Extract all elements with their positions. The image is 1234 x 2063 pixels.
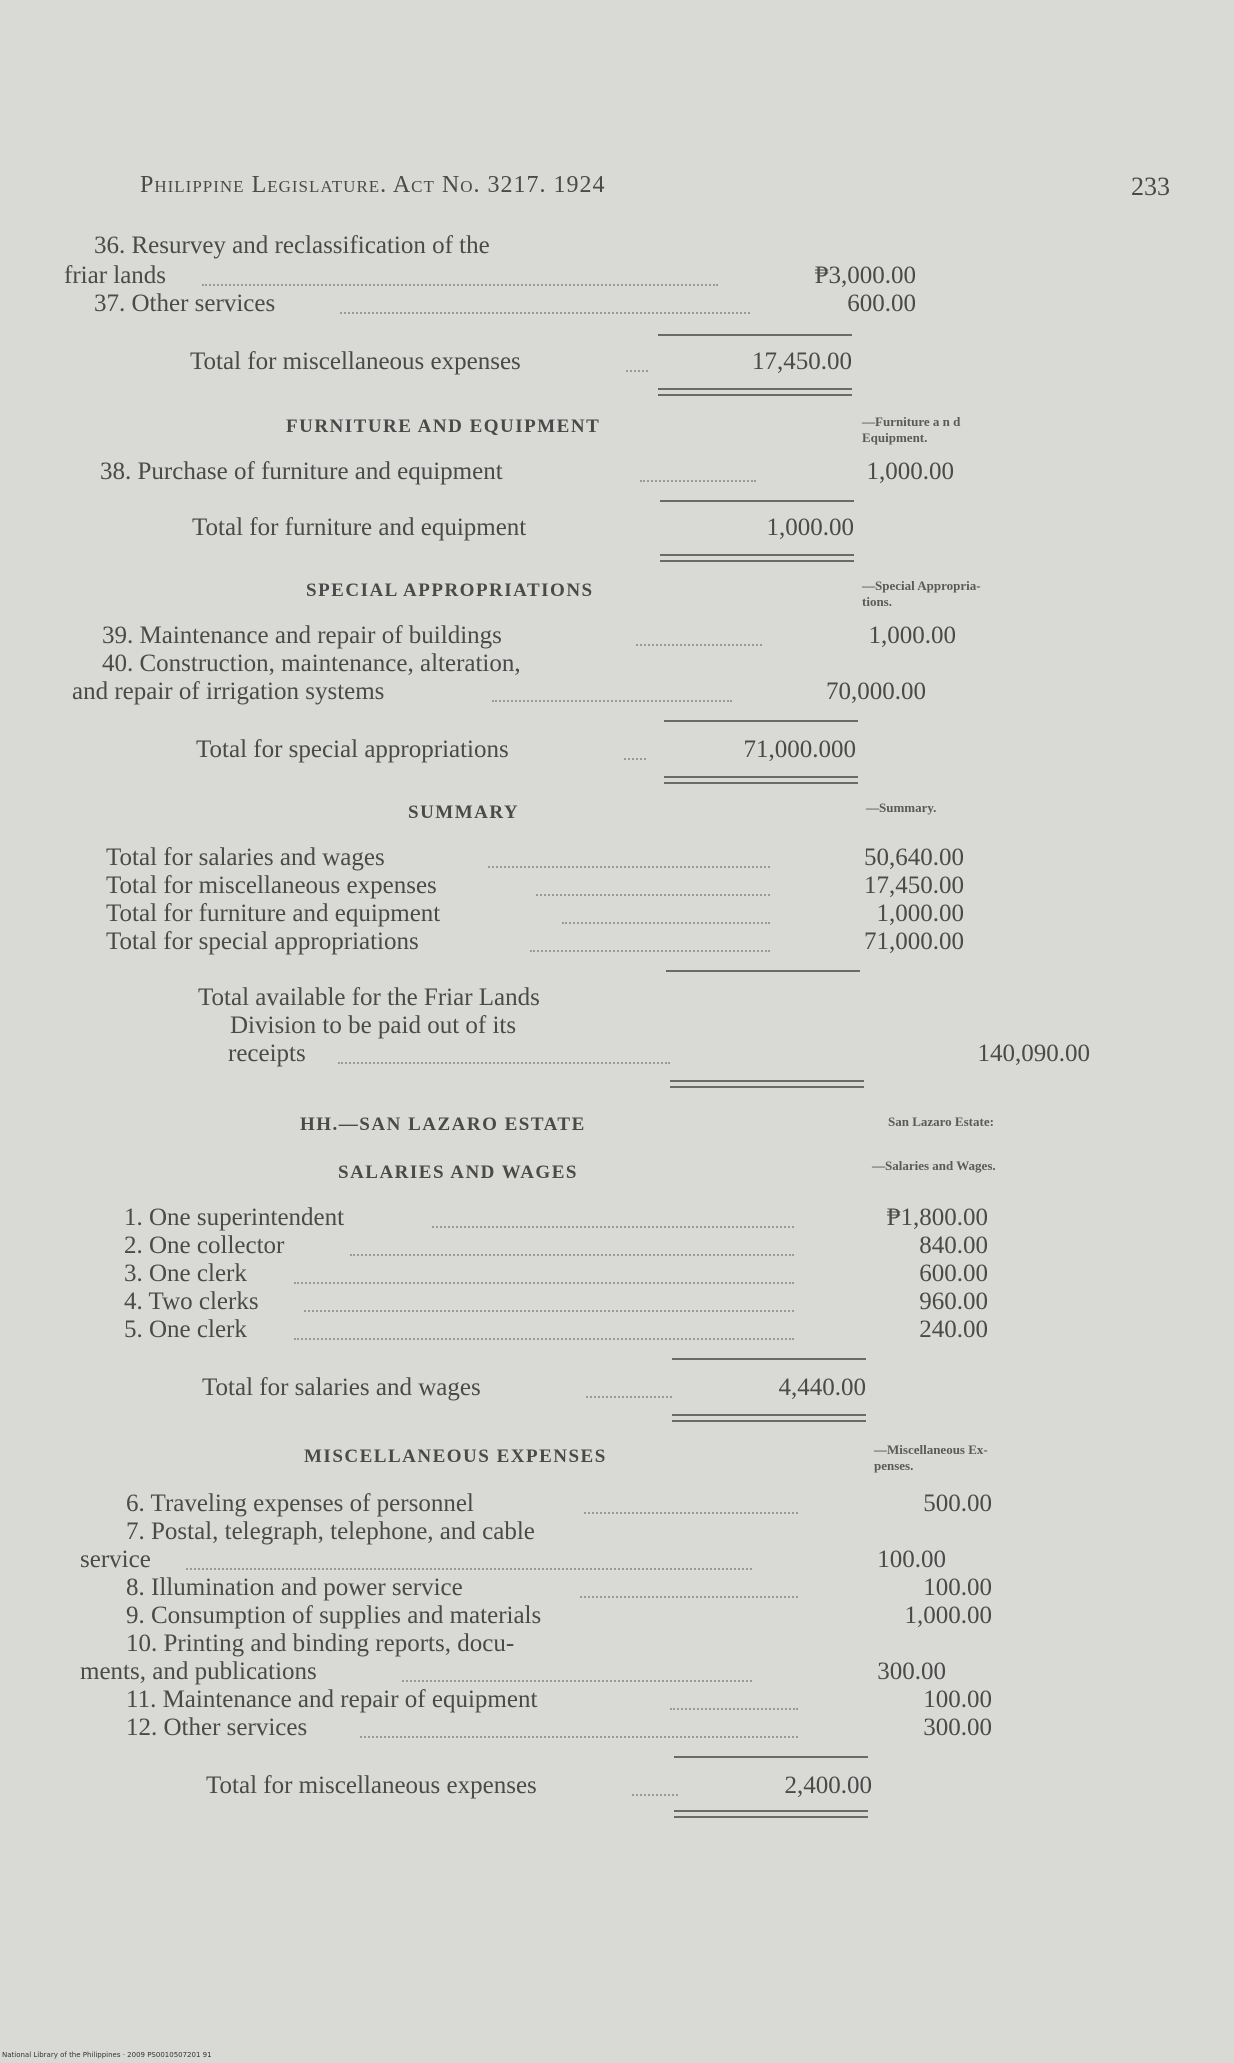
- section-salaries: SALARIES AND WAGES: [338, 1162, 578, 1183]
- margin-note-misc: —Miscellaneous Ex- penses.: [874, 1442, 988, 1473]
- document-page: Philippine Legislature. Act No. 3217. 1924 233 36. Resurvey and reclassification of the friar lands ₱3,000.00 37. Other services 600.00 Total for miscellaneous expenses 17,450.00 FURNITURE AND EQUIPMENT 38. Purchase of furniture and equipment 1,000.00 Total for furniture and equipment 1,000.00 SPECIAL APPROPRIATIONS 39. Maintenance and repair of buildings 1,000.00 40. Construction, maintenance, alteration, and repair of irrigation systems 70,000.00 Total for special appropriations 71,000.000 SUMMARY Total for salaries and wages 50,640.00 Total for miscellaneous expenses 17,450.00 Total for furniture and equipment 1,000.00 Total for special appropriations 71,000.00 Total available for the Friar Lands Division to be paid out of its receipts 140,090.00 HH.—SAN LAZARO ESTATE SALARIES AND WAGES 1. One superintendent ₱1,800.00 2. One collector 840.00 3. One clerk 600.00 4. Two clerks 960.00 5. One clerk 240.00 Total for salaries and wages 4,440.00 MISCELLANEOUS EXPENSES 6. Traveling expenses of personnel 500.00 7. Postal, telegraph, telephone, and cable service 100.00 8. Illumination and power service 100.00 9. Consumption of supplies and materials 1,000.00 10. Printing and binding reports, docu- ments, and publications 300.00 11. Maintenance and repair of equipment 100.00 12. Other services 300.00 Total for miscellaneous expenses 2,400.00 —Furniture a n d Equipment. —Special Appropria- tions. —Summary. San Lazaro Estate: —Salaries and Wages. —Miscellaneous Ex- penses. National Library of the Philippines · 2009 PS0010507201 91: [2, 172, 1170, 2059]
- section-misc: MISCELLANEOUS EXPENSES: [304, 1446, 607, 1467]
- running-title: Philippine Legislature. Act No. 3217. 1924: [140, 172, 606, 198]
- section-summary: SUMMARY: [408, 802, 520, 823]
- section-special: SPECIAL APPROPRIATIONS: [306, 580, 594, 601]
- section-san-lazaro: HH.—SAN LAZARO ESTATE: [300, 1114, 586, 1135]
- margin-note-san-lazaro: San Lazaro Estate:: [888, 1114, 994, 1129]
- page-header: [140, 172, 1170, 212]
- margin-note-furniture: —Furniture a n d Equipment.: [862, 414, 961, 445]
- margin-note-salaries: —Salaries and Wages.: [872, 1158, 996, 1173]
- page-number: 233: [1131, 172, 1170, 201]
- section-furniture: FURNITURE AND EQUIPMENT: [286, 416, 601, 437]
- scan-footer: National Library of the Philippines · 2009 PS0010507201 91: [2, 2051, 212, 2059]
- margin-note-summary: —Summary.: [866, 800, 937, 815]
- margin-note-special: —Special Appropria- tions.: [862, 578, 981, 609]
